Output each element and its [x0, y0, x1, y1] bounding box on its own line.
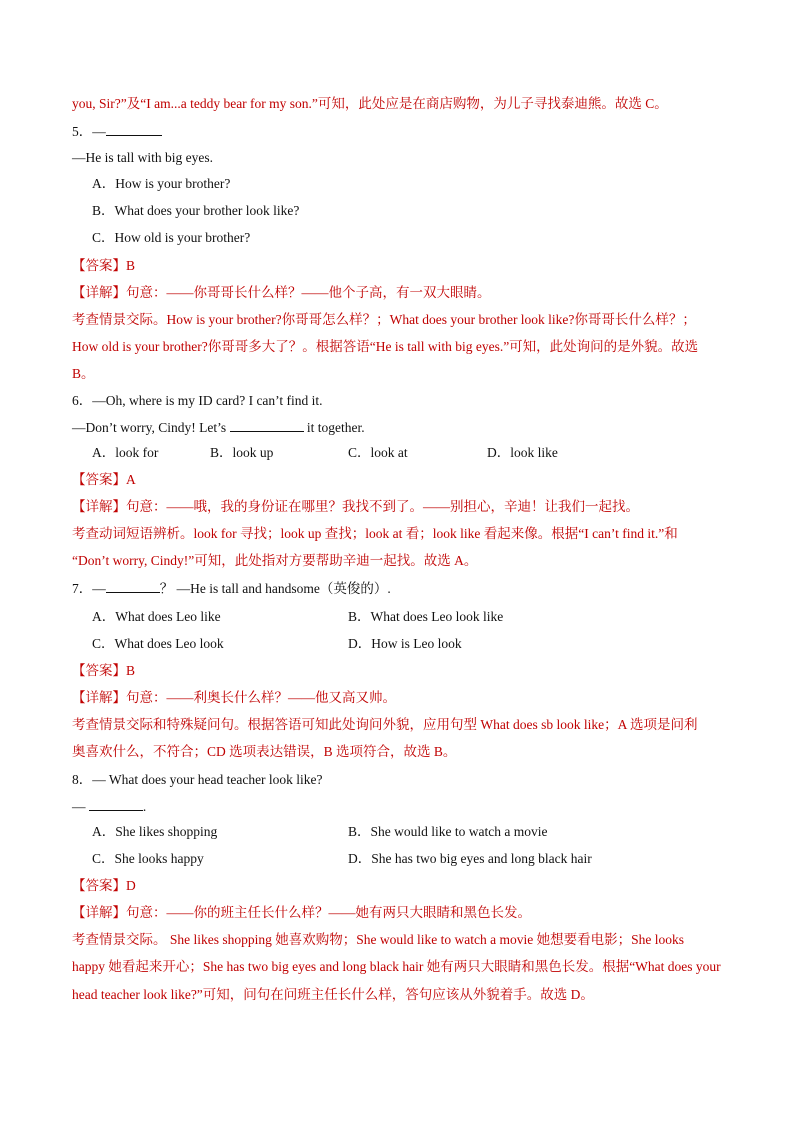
question-6-option-a: A．look for [92, 445, 159, 460]
question-5-option-c: C．How old is your brother? [92, 230, 251, 245]
question-6-explanation: “Don’t worry, Cindy!”可知，此处指对方要帮助辛迪一起找。故选 A。 [72, 553, 478, 568]
question-8-explanation: 【详解】句意：——你的班主任长什么样？——她有两只大眼睛和黑色长发。 [72, 905, 531, 920]
question-8-answer: 【答案】D [72, 878, 136, 893]
question-8-option-c: C．She looks happy [92, 851, 204, 866]
answer-blank [230, 419, 304, 432]
question-7-option-b: B．What does Leo look like [348, 609, 504, 624]
question-8-option-a: A．She likes shopping [92, 824, 218, 839]
question-8-response [72, 798, 722, 816]
question-5-explanation: 考查情景交际。How is your brother?你哥哥怎么样？；What does your brother look like?你哥哥长什么样？； [72, 312, 696, 327]
answer-blank [106, 580, 160, 593]
question-6-response-start: —Don’t worry, Cindy! Let’s [72, 420, 230, 435]
question-5-explanation: How old is your brother?你哥哥多大了？。根据答语“He is tall with big eyes.”可知，此处询问的是外貌。故选 [72, 339, 699, 354]
question-8-explanation: head teacher look like?”可知，问句在问班主任长什么样，答句应该从外貌着手。故选 D。 [72, 987, 594, 1002]
question-8-option-d: D．She has two big eyes and long black hair [348, 851, 592, 866]
question-6-option-b: B．look up [210, 445, 274, 460]
question-8-prompt: 8．— What does your head teacher look like? [72, 772, 323, 787]
question-7-response: ？ —He is tall and handsome（英俊的）. [159, 581, 391, 596]
question-8-explanation: 考查情景交际。 She likes shopping 她喜欢购物；She would like to watch a movie 她想要看电影；She looks [72, 932, 684, 947]
question-7-explanation: 奥喜欢什么，不符合；CD 选项表达错误，B 选项符合，故选 B。 [72, 744, 457, 759]
question-7-answer: 【答案】B [72, 663, 136, 678]
question-6-explanation: 考查动词短语辨析。look for 寻找；look up 查找；look at 看；look like 看起来像。根据“I can’t find it.”和 [72, 526, 678, 541]
question-6-explanation: 【详解】句意：——哦，我的身份证在哪里？我找不到了。——别担心，辛迪！让我们一起找。 [72, 499, 639, 514]
question-5-prompt [72, 123, 722, 141]
question-8-explanation: happy 她看起来开心；She has two big eyes and long black hair 她有两只大眼睛和黑色长发。根据“What does your [72, 959, 721, 974]
question-6-response-end: it together. [303, 420, 365, 435]
question-5-explanation: 【详解】句意：——你哥哥长什么样？——他个子高，有一双大眼睛。 [72, 285, 491, 300]
question-7-option-d: D．How is Leo look [348, 636, 462, 651]
answer-blank [89, 798, 143, 811]
question-5-option-a: A．How is your brother? [92, 176, 231, 191]
question-7-prompt [72, 580, 722, 598]
question-8-response-start: — [72, 799, 89, 814]
question-6-response [72, 419, 722, 437]
question-5-explanation: B。 [72, 366, 95, 381]
question-7-explanation: 【详解】句意：——利奥长什么样？——他又高又帅。 [72, 690, 396, 705]
question-8-response-end: . [142, 799, 147, 814]
question-8-option-b: B．She would like to watch a movie [348, 824, 548, 839]
question-7-number: 7．— [72, 581, 106, 596]
question-7-explanation: 考查情景交际和特殊疑问句。根据答语可知此处询问外貌，应用句型 What does sb look like；A 选项是问利 [72, 717, 698, 732]
question-5-answer: 【答案】B [72, 258, 136, 273]
explanation-line: you, Sir?”及“I am...a teddy bear for my son.”可知，此处应是在商店购物，为儿子寻找泰迪熊。故选 C。 [72, 96, 668, 111]
question-6-prompt: 6．—Oh, where is my ID card? I can’t find it. [72, 393, 323, 408]
answer-blank [106, 123, 162, 136]
question-5-number: 5．— [72, 124, 106, 139]
question-6-option-d: D．look like [487, 445, 558, 460]
question-6-option-c: C．look at [348, 445, 408, 460]
question-7-option-a: A．What does Leo like [92, 609, 221, 624]
question-6-answer: 【答案】A [72, 472, 136, 487]
question-5-response: —He is tall with big eyes. [72, 150, 213, 165]
question-5-option-b: B．What does your brother look like? [92, 203, 300, 218]
question-7-option-c: C．What does Leo look [92, 636, 224, 651]
